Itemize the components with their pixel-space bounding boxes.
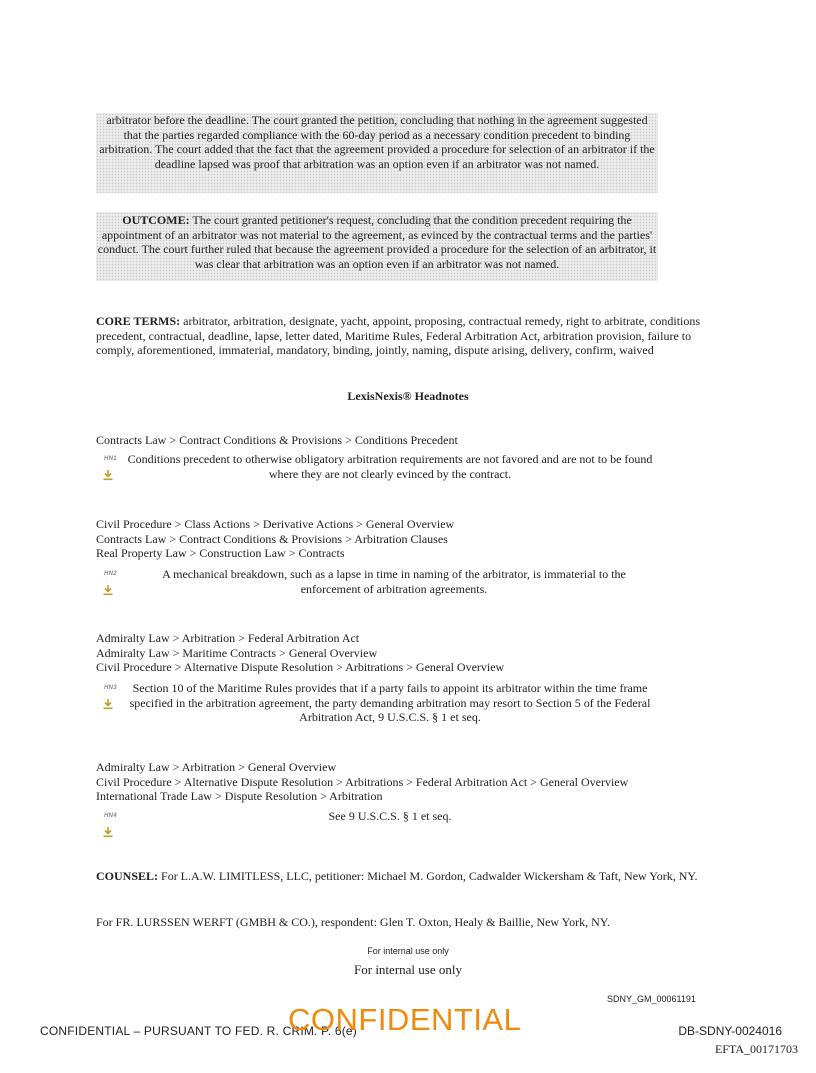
core-terms-label: CORE TERMS: [96, 314, 181, 328]
counsel-label: COUNSEL: [96, 869, 159, 883]
headnote-4-topics [96, 760, 736, 804]
topic-path-link[interactable]: Civil Procedure > Alternative Dispute Resolution > Arbitrations > Federal Arbitration Act > General Overview [96, 774, 629, 789]
headnote-text: A mechanical breakdown, such as a lapse in time in naming of the arbitrator, is immaterial to the enforcement of arbitration agreements. [162, 567, 626, 596]
headnote-text: Section 10 of the Maritime Rules provides that if a party fails to appoint its arbitrator within the time frame specified in the arbitration agreement, the party demanding arbitration may resort to Section 5 of the Federal Arbitration Act, 9 U.S.C.S. § 1 et seq. [129, 681, 651, 724]
headnotes-heading: LexisNexis® Headnotes [347, 389, 469, 403]
counsel-respondent: For FR. LURSSEN WERFT (GMBH & CO.), respondent: Glen T. Oxton, Healy & Baillie, New York, NY. [96, 915, 610, 929]
core-terms [96, 314, 724, 358]
headnote-1-topics [96, 433, 736, 448]
headnote-2 [0, 567, 660, 599]
topic-path-link[interactable]: Civil Procedure > Class Actions > Derivative Actions > General Overview [96, 517, 455, 531]
outcome-box [96, 212, 658, 281]
headnote-label[interactable]: HN1 [104, 456, 117, 462]
topic-path-link[interactable]: Real Property Law > Construction Law > Contracts [96, 546, 345, 560]
headnote-3-topics [96, 631, 736, 675]
internal-use-note-large: For internal use only [354, 962, 462, 977]
headnote-3 [0, 681, 660, 727]
counsel-petitioner-text: For L.A.W. LIMITLESS, LLC, petitioner: Michael M. Gordon, Cadwalder Wickersham & Taft, New York, NY. [161, 869, 698, 883]
headnote-label[interactable]: HN3 [104, 685, 117, 691]
headnote-label[interactable]: HN2 [104, 571, 117, 577]
efta-id: EFTA_00171703 [714, 1042, 798, 1056]
topic-path-link[interactable]: Civil Procedure > Alternative Dispute Resolution > Arbitrations > General Overview [96, 660, 505, 674]
core-terms-text: arbitrator, arbitration, designate, yacht, appoint, proposing, contractual remedy, right to arbitrate, conditions precedent, contractual, deadline, lapse, letter dated, Maritime Rules, Federal Arbitration Act, arbitration provision, failure to comply, aforementioned, immaterial, mandatory, binding, jointly, naming, dispute arising, delivery, confirm, waived [96, 314, 701, 357]
topic-path-link[interactable]: Contracts Law > Contract Conditions & Provisions > Conditions Precedent [96, 433, 458, 447]
bates-number: SDNY_GM_00061191 [607, 994, 696, 1004]
counsel-petitioner [96, 869, 716, 884]
headnote-1 [0, 452, 660, 484]
topic-path-link[interactable]: Admiralty Law > Arbitration > General Overview [96, 760, 337, 774]
topic-path-link[interactable]: Contracts Law > Contract Conditions & Provisions > Arbitration Clauses [96, 531, 448, 546]
download-icon[interactable] [102, 584, 114, 596]
internal-use-note-small: For internal use only [367, 946, 449, 956]
download-icon[interactable] [102, 469, 114, 481]
download-icon[interactable] [102, 826, 114, 838]
document-id: DB-SDNY-0024016 [678, 1024, 782, 1038]
headnote-2-topics [96, 517, 736, 561]
outcome-label: OUTCOME: [122, 213, 190, 227]
headnote-label[interactable]: HN4 [104, 813, 117, 819]
headnote-text: Conditions precedent to otherwise obligatory arbitration requirements are not favored and are not to be found where they are not clearly evinced by the contract. [127, 452, 653, 481]
confidentiality-footer: CONFIDENTIAL – PURSUANT TO FED. R. CRIM. P. 6(e) [40, 1024, 357, 1038]
summary-text: arbitrator before the deadline. The court granted the petition, concluding that nothing in the agreement suggested that the parties regarded compliance with the 60-day period as a necessary condition precedent to binding arbitration. The court added that the fact that the agreement provided a procedure for selection of an arbitrator if the deadline lapsed was proof that arbitration was an option even if an arbitrator was not named. [99, 113, 655, 171]
download-icon[interactable] [102, 698, 114, 710]
topic-path-link[interactable]: International Trade Law > Dispute Resolution > Arbitration [96, 789, 383, 803]
summary-box [96, 113, 658, 193]
headnote-4 [0, 809, 660, 841]
headnote-text: See 9 U.S.C.S. § 1 et seq. [328, 809, 452, 823]
outcome-text: The court granted petitioner's request, concluding that the condition precedent requiring the appointment of an arbitrator was not material to the agreement, as evinced by the contractual terms and the parties' conduct. The court further ruled that because the agreement provided a procedure for the selection of an arbitrator, it was clear that arbitration was an option even if an arbitrator was not named. [97, 213, 657, 271]
topic-path-link[interactable]: Admiralty Law > Maritime Contracts > General Overview [96, 645, 378, 660]
topic-path-link[interactable]: Admiralty Law > Arbitration > Federal Arbitration Act [96, 631, 360, 645]
confidential-stamp: CONFIDENTIAL [288, 1002, 522, 1037]
